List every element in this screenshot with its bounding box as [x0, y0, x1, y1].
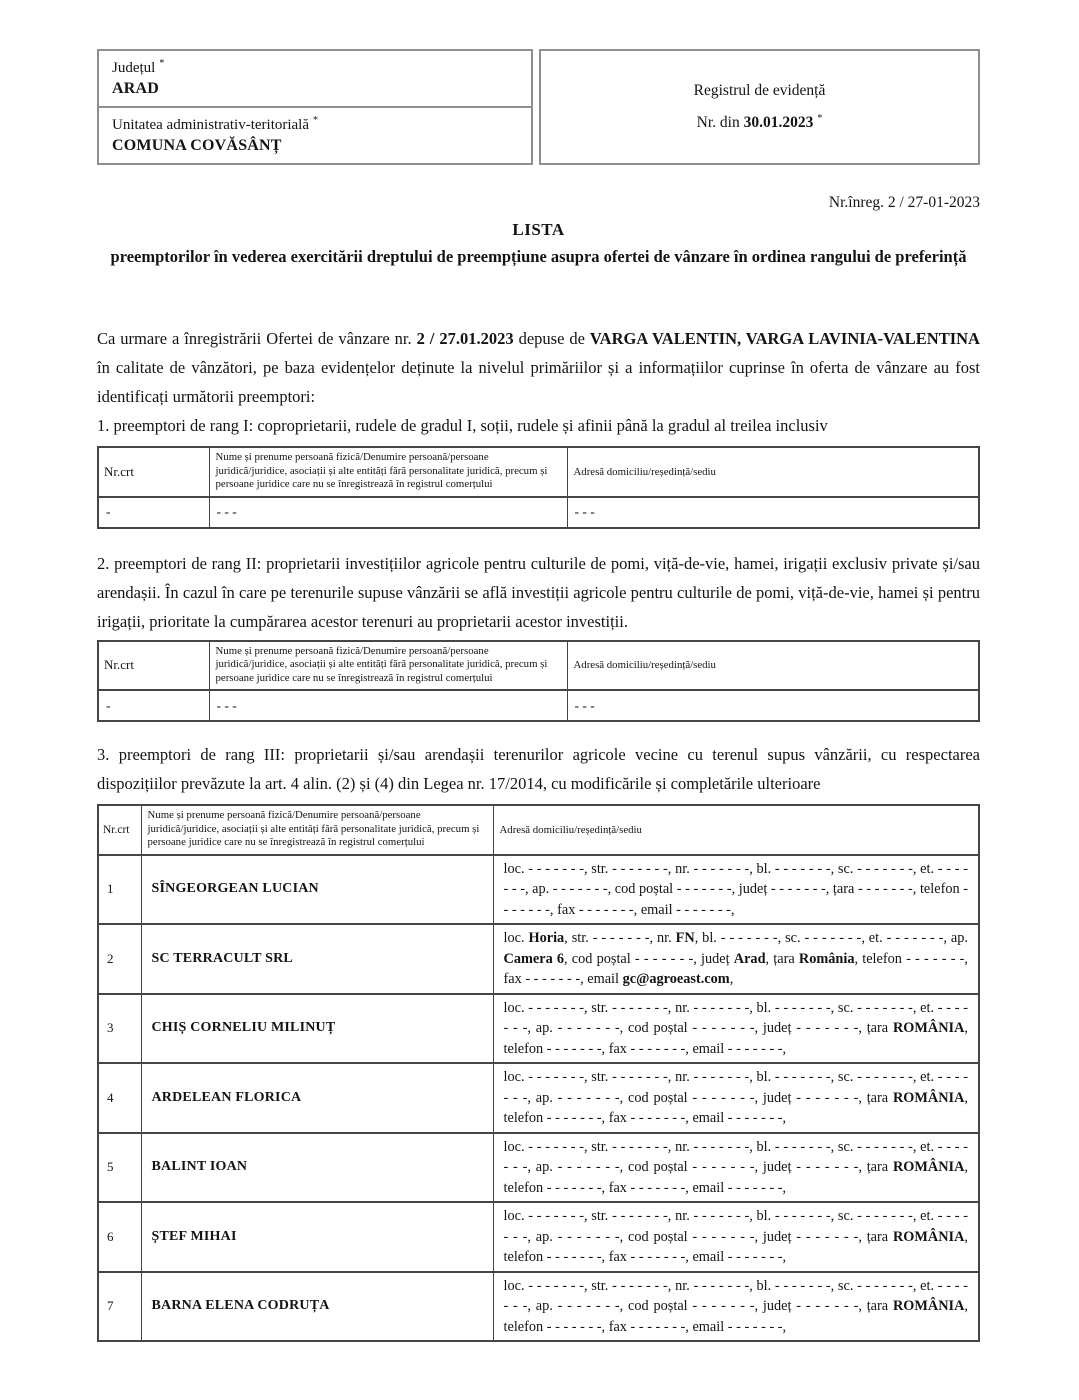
- address-text: loc. - - - - - - -, str. - - - - - - -, nr. - - - - - - -, bl. - - - - - - -, sc. - - - - - - -, et. - - - - - - -, ap. - - - - - - -, cod poștal - - - - - - -, județ - - - - - - -, țara: [503, 1069, 968, 1106]
- cell-nr: 2: [98, 924, 141, 994]
- address-text: loc. - - - - - - -, str. - - - - - - -, nr. - - - - - - -, bl. - - - - - - -, sc. - - - - - - -, et. - - - - - - -, ap. - - - - - - -, cod poștal - - - - - - -, județ - - - - - - -, țara: [503, 1208, 968, 1245]
- address-filled-value: gc@agroeast.com: [622, 971, 730, 987]
- registry-date: 30.01.2023: [743, 114, 814, 132]
- asterisk: *: [159, 58, 165, 69]
- table-row: [98, 1133, 979, 1203]
- rank1-table-body: [98, 497, 979, 528]
- cell-address: [493, 1202, 979, 1272]
- address-text: , telefon - - - - - - -, fax - - - - - - -, email: [503, 950, 968, 987]
- cell-nr: 6: [98, 1202, 141, 1272]
- address-filled-value: ROMÂNIA: [892, 1020, 965, 1036]
- address-text: loc. - - - - - - -, str. - - - - - - -, nr. - - - - - - -, bl. - - - - - - -, sc. - - - - - - -, et. - - - - - - -, ap. - - - - - - -, cod poștal - - - - - - -, județ - - - - - - -, țara: [503, 999, 968, 1036]
- address-text: , țara: [765, 950, 799, 967]
- asterisk: *: [313, 115, 319, 126]
- rank3-section-text: 3. preemptori de rang III: proprietarii și/sau arendașii terenurilor agricole vecine cu terenul supus vânzării, cu respectarea dispozițiilor prevăzute la art. 4 alin. (2) și (4) din Legea nr. 17/2014, cu modificările și completările ulterioare: [97, 745, 980, 793]
- judet-label-text: Județul: [112, 60, 156, 76]
- address-filled-value: România: [798, 950, 855, 967]
- cell-address: [493, 1133, 979, 1203]
- address-text: , bl. - - - - - - -, sc. - - - - - - -, et. - - - - - - -, ap.: [694, 930, 968, 946]
- document-subtitle: preemptorilor în vederea exercitării dreptului de preempțiune asupra ofertei de vânzare în ordinea rangului de preferință: [110, 247, 967, 266]
- judet-cell: [99, 51, 531, 106]
- cell-name: BARNA ELENA CODRUȚA: [141, 1272, 493, 1342]
- rank3-table-body: [98, 855, 979, 1342]
- cell-nr: -: [98, 497, 209, 528]
- cell-address: [567, 497, 979, 528]
- cell-nr: 7: [98, 1272, 141, 1342]
- intro-text: Ca urmare a înregistrării Ofertei de vânzare nr.: [97, 329, 417, 348]
- col-header-name: Nume și prenume persoană fizică/Denumire persoană/persoane juridică/juridice, asociații și alte entități fără personalitate juridică, precum și persoane juridice care nu se înregistrează în registrul comerțului: [209, 641, 567, 691]
- rank1-table: [97, 446, 980, 529]
- col-header-name: Nume și prenume persoană fizică/Denumire persoană/persoane juridică/juridice, asociații și alte entități fără personalitate juridică, precum și persoane juridice care nu se înregistrează în registrul comerțului: [141, 805, 493, 855]
- cell-name: CHIȘ CORNELIU MILINUȚ: [141, 994, 493, 1064]
- rank2-section-text: 2. preemptori de rang II: proprietarii investițiilor agricole pentru culturile de pomi, viță-de-vie, hamei, irigații exclusiv private și/sau arendașii. În cazul în care pe terenurile supuse vânzării se află investiții agricole pentru culturile de pomi, viță-de-vie, hamei și pentru irigații, prioritate la cumpărarea acestor terenuri au proprietarii acestor investiții.: [97, 553, 980, 631]
- cell-address: [493, 1063, 979, 1133]
- table-row: [98, 1272, 979, 1342]
- address-text: ,: [729, 971, 734, 987]
- table-header-row: [98, 805, 979, 855]
- cell-name: ȘTEF MIHAI: [141, 1202, 493, 1272]
- cell-nr: -: [98, 690, 209, 721]
- judet-value: ARAD: [112, 80, 160, 97]
- cell-address: [493, 924, 979, 994]
- table-row: [98, 1063, 979, 1133]
- table-row: [98, 994, 979, 1064]
- intro-text: depuse de: [513, 329, 590, 348]
- authority-box: [97, 49, 533, 165]
- address-text: loc. - - - - - - -, str. - - - - - - -, nr. - - - - - - -, bl. - - - - - - -, sc. - - - - - - -, et. - - - - - - -, ap. - - - - - - -, cod poștal - - - - - - -, județ - - - - - - -, țara: [503, 1138, 968, 1175]
- cell-address: [567, 690, 979, 721]
- address-filled-value: ROMÂNIA: [892, 1089, 965, 1106]
- address-filled-value: ROMÂNIA: [892, 1159, 965, 1175]
- offer-number: 2 / 27.01.2023: [416, 329, 514, 348]
- registry-box: [539, 49, 980, 165]
- address-text: - - -: [574, 697, 595, 713]
- table-row: [98, 1202, 979, 1272]
- cell-address: [493, 1272, 979, 1342]
- address-filled-value: Horia: [528, 930, 565, 946]
- cell-name: - - -: [209, 497, 567, 528]
- address-filled-value: Arad: [733, 950, 766, 967]
- address-text: loc. - - - - - - -, str. - - - - - - -, nr. - - - - - - -, bl. - - - - - - -, sc. - - - - - - -, et. - - - - - - -, ap. - - - - - - -, cod poștal - - - - - - -, județ - - - - - - -, țara: [503, 1277, 968, 1314]
- cell-nr: 1: [98, 855, 141, 925]
- cell-name: SC TERRACULT SRL: [141, 924, 493, 994]
- table-row: [98, 497, 979, 528]
- col-header-nr: Nr.crt: [98, 641, 209, 691]
- cell-name: BALINT IOAN: [141, 1133, 493, 1203]
- header: [97, 49, 980, 165]
- col-header-name: Nume și prenume persoană fizică/Denumire persoană/persoane juridică/juridice, asociații și alte entități fără personalitate juridică, precum și persoane juridice care nu se înregistrează în registrul comerțului: [209, 447, 567, 497]
- address-filled-value: FN: [675, 930, 695, 946]
- registry-title: Registrul de evidență: [693, 81, 826, 99]
- address-text: - - -: [574, 504, 595, 519]
- document-title: LISTA: [512, 220, 565, 239]
- address-text: , telefon - - - - - - -, fax - - - - - - -, email - - - - - - -,: [503, 1159, 968, 1196]
- address-text: , telefon - - - - - - -, fax - - - - - - -, email - - - - - - -,: [503, 1298, 968, 1335]
- cell-name: SÎNGEORGEAN LUCIAN: [141, 855, 493, 925]
- uat-cell: [99, 106, 531, 163]
- col-header-nr: Nr.crt: [98, 447, 209, 497]
- address-text: , telefon - - - - - - -, fax - - - - - - -, email - - - - - - -,: [503, 1228, 968, 1265]
- address-filled-value: ROMÂNIA: [892, 1298, 965, 1314]
- cell-address: [493, 855, 979, 925]
- registry-number-line: [697, 105, 823, 137]
- cell-nr: 5: [98, 1133, 141, 1203]
- table-header-row: [98, 641, 979, 691]
- address-text: loc.: [503, 930, 529, 946]
- cell-nr: 3: [98, 994, 141, 1064]
- table-header-row: [98, 447, 979, 497]
- address-filled-value: Camera 6: [503, 950, 565, 967]
- rank2-table-body: [98, 690, 979, 721]
- col-header-nr: Nr.crt: [98, 805, 141, 855]
- address-text: , str. - - - - - - -, nr.: [564, 930, 676, 946]
- asterisk: *: [817, 112, 823, 124]
- uat-label: [112, 115, 518, 134]
- col-header-address: Adresă domiciliu/reședință/sediu: [567, 447, 979, 497]
- address-text: , telefon - - - - - - -, fax - - - - - - -, email - - - - - - -,: [503, 1020, 968, 1057]
- registration-number: Nr.înreg. 2 / 27-01-2023: [828, 194, 980, 211]
- address-text: loc. - - - - - - -, str. - - - - - - -, nr. - - - - - - -, bl. - - - - - - -, sc. - - - - - - -, et. - - - - - - -, ap. - - - - - - -, cod poștal - - - - - - -, județ - - - - - - -, țara - - - - - - -, telefon - - - - - - -, fax - - - - - - -, email - - - - - - -,: [503, 860, 968, 918]
- judet-label: [112, 58, 518, 77]
- cell-nr: 4: [98, 1063, 141, 1133]
- sellers-names: VARGA VALENTIN, VARGA LAVINIA-VALENTINA: [589, 329, 980, 348]
- rank2-table: [97, 640, 980, 723]
- cell-name: ARDELEAN FLORICA: [141, 1063, 493, 1133]
- intro-text: în calitate de vânzători, pe baza evidențelor deținute la nivelul primăriilor și a informațiilor cuprinse în oferta de vânzare au fost identificați următorii preemptori:: [97, 358, 980, 406]
- intro-paragraph: [97, 324, 980, 411]
- address-text: , telefon - - - - - - -, fax - - - - - - -, email - - - - - - -,: [503, 1089, 968, 1126]
- table-row: [98, 924, 979, 994]
- cell-address: [493, 994, 979, 1064]
- rank1-section-text: 1. preemptori de rang I: coproprietarii, rudele de gradul I, soții, rudele și afinii până la gradul al treilea inclusiv: [97, 416, 828, 435]
- table-row: [98, 690, 979, 721]
- uat-label-text: Unitatea administrativ-teritorială: [112, 117, 310, 133]
- table-row: [98, 855, 979, 925]
- col-header-address: Adresă domiciliu/reședință/sediu: [493, 805, 979, 855]
- address-text: , cod poștal - - - - - - -, județ: [564, 950, 734, 967]
- col-header-address: Adresă domiciliu/reședință/sediu: [567, 641, 979, 691]
- uat-value: COMUNA COVĂSÂNȚ: [112, 137, 282, 154]
- address-filled-value: ROMÂNIA: [892, 1228, 965, 1245]
- registry-prefix: Nr. din: [696, 114, 744, 132]
- rank3-table: [97, 804, 980, 1342]
- cell-name: - - -: [209, 690, 567, 721]
